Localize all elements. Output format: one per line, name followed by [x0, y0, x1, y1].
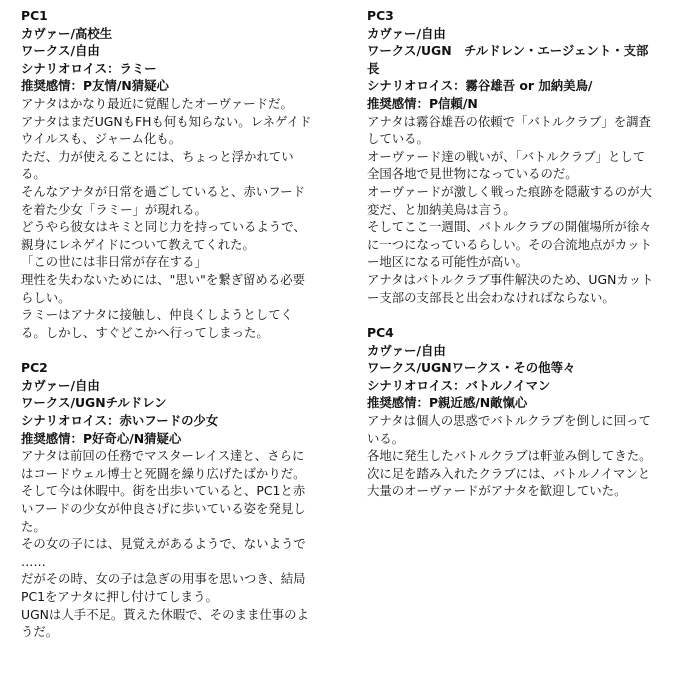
- description-line: 次に足を踏み入れたクラブには、バトルノイマンと: [367, 465, 651, 481]
- description-line: アナタは前回の任務でマスターレイス達と、さらに: [21, 448, 305, 464]
- section-attribute: ワークス/UGN チルドレン・エージェント・支部: [367, 43, 649, 59]
- description-line: している。: [367, 131, 429, 147]
- section-attribute: シナリオロイス：赤いフードの少女: [21, 413, 219, 429]
- section-attribute: カヴァー/自由: [21, 377, 100, 393]
- description-line: ……: [21, 553, 46, 569]
- description-line: 「この世には非日常が存在する」: [21, 254, 207, 270]
- description-line: アナタはバトルクラブ事件解決のため、UGNカット: [367, 271, 654, 287]
- description-line: UGNは人手不足。貰えた休暇で、そのまま仕事のよ: [21, 606, 309, 622]
- section-pc2: [21, 359, 321, 641]
- description-line: どうやら彼女はキミと同じ力を持っているようで、: [21, 219, 306, 235]
- description-line: うだ。: [21, 624, 59, 640]
- section-heading: PC1: [21, 8, 48, 23]
- description-line: いる。: [367, 430, 405, 446]
- section-heading: PC4: [367, 325, 394, 341]
- section-attribute: シナリオロイス：バトルノイマン: [367, 377, 551, 393]
- section-pc3: [367, 7, 667, 306]
- description-line: だがその時、女の子は急ぎの用事を思いつき、結局: [21, 571, 306, 587]
- section-attribute: ワークス/自由: [21, 43, 100, 59]
- description-line: アナタはかなり最近に覚醒したオーヴァードだ。: [21, 95, 293, 111]
- section-attribute: ワークス/UGNチルドレン: [21, 395, 167, 411]
- section-pc4: [367, 324, 667, 500]
- description-line: その女の子には、見覚えがあるようで、ないようで: [21, 536, 306, 552]
- description-line: に一つになっているらしい。その合流地点がカット: [367, 236, 652, 252]
- description-line: 各地に発生したバトルクラブは軒並み倒してきた。: [367, 448, 652, 464]
- section-heading: PC2: [21, 360, 48, 376]
- description-line: る。: [21, 166, 46, 182]
- description-line: る。しかし、すぐどこかへ行ってしまった。: [21, 324, 269, 340]
- description-line: そして今は休暇中。街を出歩いていると、PC1と赤: [21, 483, 306, 499]
- description-line: ー支部の支部長と出会わなければならない。: [367, 289, 615, 305]
- description-line: 親身にレネゲイドについて教えてくれた。: [21, 236, 255, 252]
- description-line: オーヴァード達の戦いが、「バトルクラブ」として: [367, 148, 646, 164]
- left-column: [21, 7, 321, 659]
- section-attribute: ワークス/UGNワークス・その他等々: [367, 360, 576, 376]
- description-line: いフードの少女が仲良さげに歩いている姿を発見し: [21, 501, 306, 517]
- section-pc1: [21, 7, 321, 341]
- section-heading: PC3: [367, 8, 394, 23]
- section-attribute: 推奨感情：P信頼/N: [367, 95, 478, 111]
- description-line: PC1をアナタに押し付けてしまう。: [21, 589, 218, 604]
- section-attribute: カヴァー/自由: [367, 342, 446, 358]
- section-attribute: カヴァー/自由: [367, 25, 446, 41]
- description-line: た。: [21, 518, 46, 534]
- right-column: [367, 7, 667, 518]
- description-line: らしい。: [21, 289, 71, 305]
- section-attribute: シナリオロイス：ラミー: [21, 60, 157, 76]
- description-line: 全国各地で見世物になっているのだ。: [367, 166, 578, 182]
- description-line: そしてここ一週間、バトルクラブの開催場所が徐々: [367, 219, 652, 235]
- section-attribute: 推奨感情：P友情/N猜疑心: [21, 78, 169, 94]
- description-line: ラミーはアナタに接触し、仲良くしようとしてく: [21, 307, 293, 323]
- description-line: ー地区になる可能性が高い。: [367, 254, 529, 270]
- section-attribute: 長: [367, 60, 380, 76]
- section-attribute: カヴァー/高校生: [21, 25, 113, 41]
- section-attribute: 推奨感情：P好奇心/N猜疑心: [21, 430, 182, 446]
- section-attribute: 推奨感情：P親近感/N敵愾心: [367, 395, 528, 411]
- description-line: アナタは霧谷雄吾の依頼で「バトルクラブ」を調査: [367, 113, 651, 129]
- description-line: アナタはまだUGNもFHも何も知らない。レネゲイド: [21, 113, 312, 129]
- description-line: 理性を失わないためには、"思い"を繋ぎ留める必要: [21, 271, 305, 287]
- description-line: ウイルスも、ジャーム化も。: [21, 131, 182, 147]
- description-line: 大量のオーヴァードがアナタを歓迎していた。: [367, 483, 627, 499]
- description-line: オーヴァードが激しく戦った痕跡を隠蔽するのが大: [367, 183, 652, 199]
- description-line: はコードウェル博士と死闘を繰り広げたばかりだ。: [21, 465, 306, 481]
- description-line: アナタは個人の思惑でバトルクラブを倒しに回って: [367, 413, 651, 429]
- section-attribute: シナリオロイス：霧谷雄吾 or 加納美鳥/: [367, 78, 593, 94]
- description-line: を着た少女「ラミー」が現れる。: [21, 201, 207, 217]
- description-line: そんなアナタが日常を過ごしていると、赤いフード: [21, 183, 305, 199]
- description-line: 変だ、と加納美鳥は言う。: [367, 201, 516, 217]
- description-line: ただ、力が使えることには、ちょっと浮かれてい: [21, 148, 294, 164]
